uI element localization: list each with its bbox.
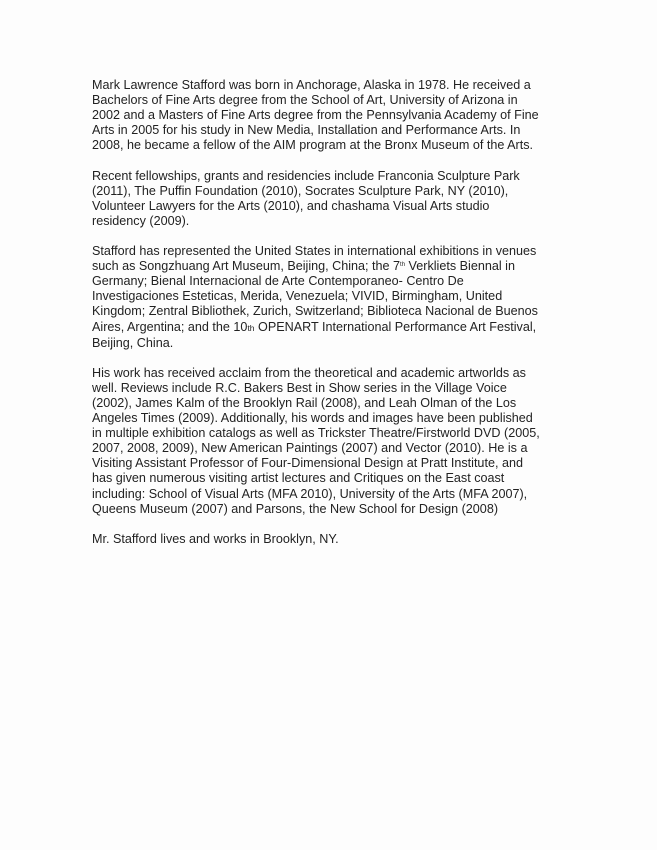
text-segment: Beijing, China. xyxy=(92,335,174,350)
text-line xyxy=(92,304,567,319)
text-line: residency (2009). xyxy=(92,213,190,228)
text-line xyxy=(92,259,567,274)
paragraph-fellowships xyxy=(92,169,567,229)
biography-text xyxy=(92,78,567,562)
text-line: Arts in 2005 for his study in New Media, Installation and Performance Arts. In xyxy=(92,123,521,138)
text-line: 2008, he became a fellow of the AIM program at the Bronx Museum of the Arts. xyxy=(92,138,534,153)
paragraph-birth-education xyxy=(92,78,567,153)
text-line: including: School of Visual Arts (MFA 2010), University of the Arts (MFA 2007), xyxy=(92,486,528,501)
text-segment: Germany; Bienal Internacional de Arte Contemporaneo- Centro De xyxy=(92,274,464,289)
paragraph-acclaim xyxy=(92,366,567,517)
text-line: Bachelors of Fine Arts degree from the School of Art, University of Arizona in xyxy=(92,93,518,108)
text-line xyxy=(92,274,567,289)
text-segment: such as Songzhuang Art Museum, Beijing, China; the 7 xyxy=(92,259,401,274)
text-line: Visiting Assistant Professor of Four-Dimensional Design at Pratt Institute, and xyxy=(92,456,523,471)
text-segment: Kingdom; Zentral Bibliothek, Zurich, Switzerland; Biblioteca Nacional de Buenos xyxy=(92,304,538,319)
paragraph-exhibitions xyxy=(92,244,567,351)
text-line: Angeles Times (2009). Additionally, his words and images have been published xyxy=(92,411,533,426)
ordinal-suffix: th xyxy=(247,322,255,333)
text-line xyxy=(92,320,567,336)
text-line: has given numerous visiting artist lectures and Critiques on the East coast xyxy=(92,471,505,486)
ordinal-superscript: th xyxy=(400,262,406,269)
text-segment: Stafford has represented the United States in international exhibitions in venues xyxy=(92,244,537,259)
text-line: Volunteer Lawyers for the Arts (2010), and chashama Visual Arts studio xyxy=(92,198,490,213)
text-line: 2002 and a Masters of Fine Arts degree from the Pennsylvania Academy of Fine xyxy=(92,108,539,123)
text-line: Mark Lawrence Stafford was born in Anchorage, Alaska in 1978. He received a xyxy=(92,78,531,92)
text-line: Mr. Stafford lives and works in Brooklyn, NY. xyxy=(92,531,339,546)
text-segment: OPENART International Performance Art Festival, xyxy=(254,319,537,334)
text-line: (2011), The Puffin Foundation (2010), Socrates Sculpture Park, NY (2010), xyxy=(92,183,509,198)
text-line: His work has received acclaim from the theoretical and academic artworlds as xyxy=(92,365,526,380)
text-line xyxy=(92,336,567,351)
text-line: well. Reviews include R.C. Bakers Best in Show series in the Village Voice xyxy=(92,380,507,395)
text-line: 2007, 2008, 2009), New American Paintings (2007) and Vector (2010). He is a xyxy=(92,441,528,456)
text-segment: Verkliets Biennal in xyxy=(405,259,515,274)
text-segment: Aires, Argentina; and the 10 xyxy=(92,319,248,334)
text-segment: Investigaciones Esteticas, Merida, Venezuela; VIVID, Birmingham, United xyxy=(92,289,503,304)
text-line: Recent fellowships, grants and residencies include Franconia Sculpture Park xyxy=(92,168,520,183)
text-line: in multiple exhibition catalogs as well as Trickster Theatre/Firstworld DVD (2005, xyxy=(92,426,540,441)
text-line: (2002), James Kalm of the Brooklyn Rail (2008), and Leah Olman of the Los xyxy=(92,395,517,410)
text-line xyxy=(92,289,567,304)
text-line xyxy=(92,244,567,259)
paragraph-residence xyxy=(92,532,567,547)
text-line: Queens Museum (2007) and Parsons, the New School for Design (2008) xyxy=(92,501,499,516)
